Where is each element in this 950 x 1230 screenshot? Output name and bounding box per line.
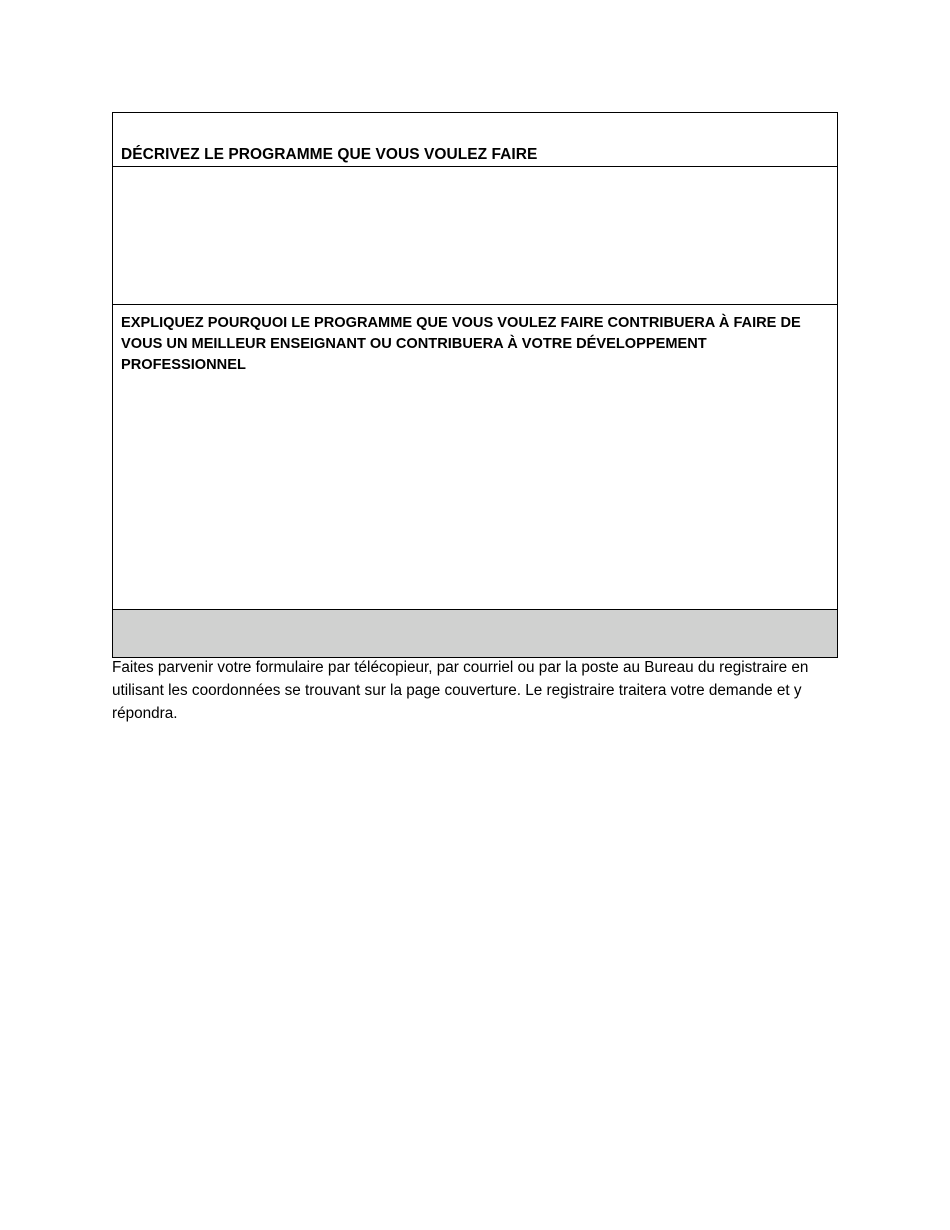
- program-description-answer-field[interactable]: [113, 167, 837, 305]
- submission-instructions: Faites parvenir votre formulaire par télécopieur, par courriel ou par la poste au Bureau du registraire en utilisant les coordonnées se trouvant sur la page couverture. Le registraire traitera votre demande et y répondra.: [112, 659, 809, 722]
- shaded-footer-row: [113, 610, 837, 657]
- program-rationale-field[interactable]: [113, 305, 837, 610]
- form-table: [112, 112, 838, 658]
- program-rationale-heading: EXPLIQUEZ POURQUOI LE PROGRAMME QUE VOUS VOULEZ FAIRE CONTRIBUERA À FAIRE DE VOUS UN MEILLEUR ENSEIGNANT OU CONTRIBUERA À VOTRE DÉVELOPPEMENT PROFESSIONNEL: [121, 315, 801, 373]
- program-description-header-row: [113, 113, 837, 167]
- program-description-heading: DÉCRIVEZ LE PROGRAMME QUE VOUS VOULEZ FAIRE: [121, 146, 538, 163]
